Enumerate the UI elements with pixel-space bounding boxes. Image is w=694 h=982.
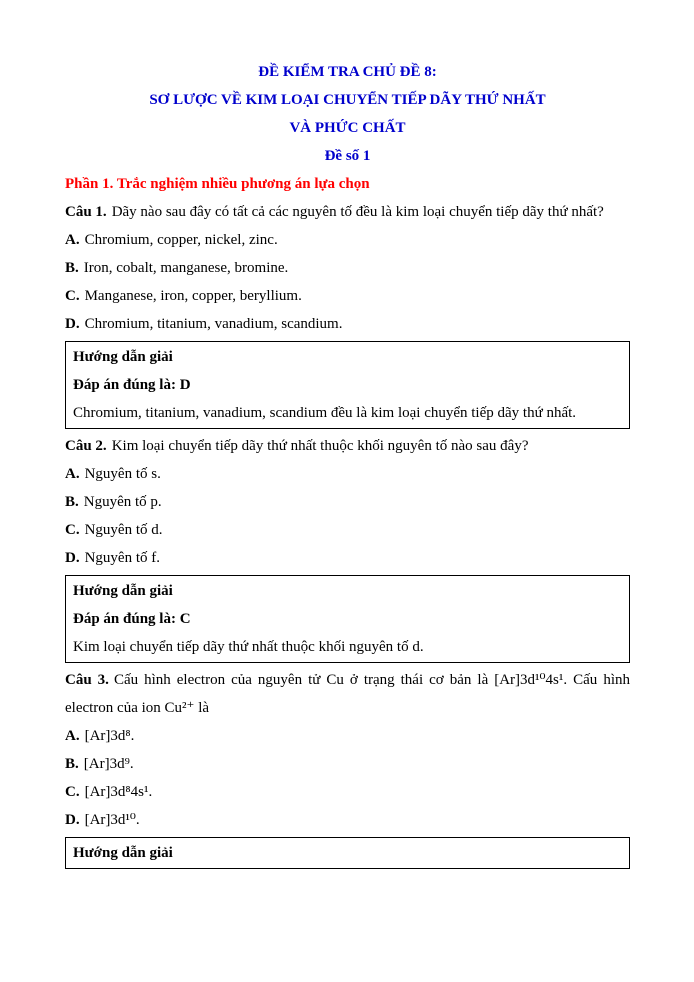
solution-header: Hướng dẫn giải [73,845,173,861]
question-body: Kim loại chuyển tiếp dãy thứ nhất thuộc khối nguyên tố nào sau đây? [111,438,529,454]
option-text: Nguyên tố s. [84,466,161,482]
option-a [65,460,630,488]
question-body: Cấu hình electron của nguyên tử Cu ở trạng thái cơ bản là [Ar]3d¹⁰4s¹. Cấu hình electron của ion Cu²⁺ là [65,672,630,716]
solution-box [65,341,630,429]
question-body: Dãy nào sau đây có tất cả các nguyên tố đều là kim loại chuyển tiếp dãy thứ nhất? [111,204,604,220]
question-text [65,666,630,722]
question-number: Câu 1. [65,204,107,220]
title-line-4: Đề số 1 [324,148,371,164]
option-text: [Ar]3d⁸4s¹. [84,784,153,800]
option-label: D. [65,316,80,332]
document-header [65,58,630,170]
option-label: C. [65,522,80,538]
option-text: Iron, cobalt, manganese, bromine. [83,260,289,276]
question-text [65,432,630,460]
question-number: Câu 3. [65,672,109,688]
option-text: Manganese, iron, copper, beryllium. [84,288,302,304]
option-label: A. [65,466,80,482]
option-label: B. [65,260,79,276]
option-label: C. [65,288,80,304]
option-label: C. [65,784,80,800]
question-block-3 [65,666,630,869]
question-block-1 [65,198,630,429]
option-b [65,488,630,516]
title-line-3: VÀ PHỨC CHẤT [289,120,406,136]
option-b [65,254,630,282]
solution-explanation: Kim loại chuyển tiếp dãy thứ nhất thuộc khối nguyên tố d. [73,639,424,655]
option-label: D. [65,550,80,566]
solution-header: Hướng dẫn giải [73,583,173,599]
option-text: [Ar]3d¹⁰. [84,812,140,828]
option-label: B. [65,494,79,510]
title-line-1: ĐỀ KIỂM TRA CHỦ ĐỀ 8: [258,64,437,80]
option-text: Chromium, copper, nickel, zinc. [84,232,278,248]
option-c [65,282,630,310]
option-label: A. [65,728,80,744]
option-label: B. [65,756,79,772]
solution-answer: Đáp án đúng là: D [73,377,191,393]
solution-box [65,837,630,869]
option-text: Nguyên tố d. [84,522,163,538]
option-text: Nguyên tố f. [84,550,160,566]
option-d [65,806,630,834]
option-a [65,722,630,750]
solution-answer: Đáp án đúng là: C [73,611,191,627]
option-text: [Ar]3d⁹. [83,756,134,772]
option-text: [Ar]3d⁸. [84,728,135,744]
question-block-2 [65,432,630,663]
solution-explanation: Chromium, titanium, vanadium, scandium đều là kim loại chuyển tiếp dãy thứ nhất. [73,405,577,421]
option-d [65,544,630,572]
option-c [65,778,630,806]
option-a [65,226,630,254]
option-d [65,310,630,338]
option-text: Nguyên tố p. [83,494,162,510]
option-c [65,516,630,544]
solution-box [65,575,630,663]
option-label: A. [65,232,80,248]
option-text: Chromium, titanium, vanadium, scandium. [84,316,343,332]
option-b [65,750,630,778]
question-text [65,198,630,226]
section-heading: Phần 1. Trắc nghiệm nhiều phương án lựa chọn [65,176,370,192]
solution-header: Hướng dẫn giải [73,349,173,365]
question-number: Câu 2. [65,438,107,454]
title-line-2: SƠ LƯỢC VỀ KIM LOẠI CHUYỂN TIẾP DÃY THỨ NHẤT [149,92,546,108]
option-label: D. [65,812,80,828]
